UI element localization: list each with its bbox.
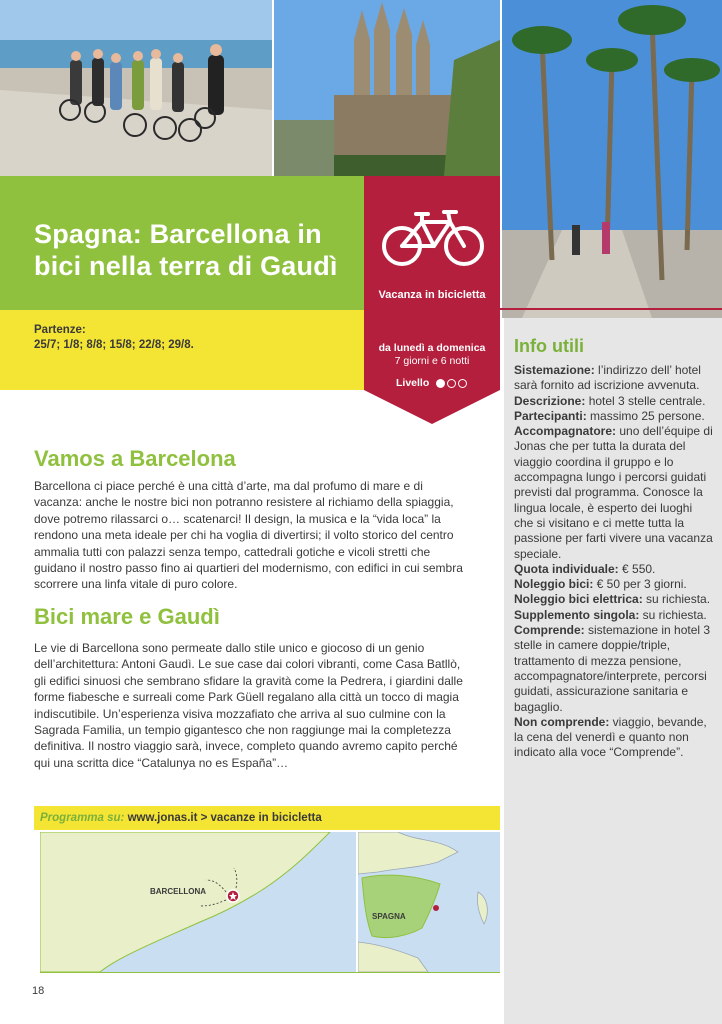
program-link[interactable]: www.jonas.it > vacanze in bicicletta xyxy=(127,812,322,824)
barcelona-dot-icon xyxy=(433,905,439,911)
photo-palm-avenue xyxy=(502,0,722,318)
level-dot-empty xyxy=(458,379,467,388)
info-item: Accompagnatore: uno dell’équipe di Jonas che per tutta la durata del viaggio coordina il gruppo e lo accompagna lungo i percorsi guidati previsti dal programma. Conosce la lingua locale, è esperto dei luoghi che si visitano e ci mette tutta la passione per farti vivere una vacanza speciale. xyxy=(514,424,713,561)
map-country-label: SPAGNA xyxy=(372,912,406,921)
divider xyxy=(500,308,722,310)
program-label: Programma su: xyxy=(40,812,125,824)
level-dot-filled xyxy=(436,379,445,388)
photo-sagrada-familia xyxy=(274,0,500,176)
info-item: Noleggio bici elettrica: su richiesta. xyxy=(514,592,711,607)
bicycle-icon xyxy=(378,206,488,270)
info-item: Sistemazione: l’indirizzo dell’ hotel sarà fornito ad iscrizione avvenuta. xyxy=(514,363,701,393)
section-body-bici: Le vie di Barcellona sono permeate dallo stile unico e giocoso di un genio dell’architettura: Antoni Gaudì. Le sue case dai colori vibranti, come Casa Batllò, gli edifici sinuosi che sembrano sfidare la gravità come la Pedrera, i giardini dalle forme fiabesche e surreali come Park Güell regalano alla città un tocco di magia indiscutibile. Un’esperienza visiva mozzafiato che arriva al suo culmine con la Sagrada Familia, un tempio gigantesco che non raggiunge mai la completezza definitiva. Il nostro viaggio sarà, invece, completo quando avremo capito perché qui una scritta dice “Catalunya no es España”… xyxy=(34,641,463,770)
level-label: Livello xyxy=(396,377,430,389)
program-text xyxy=(40,812,322,824)
info-list xyxy=(514,363,714,761)
trip-info-arrow xyxy=(364,310,500,424)
section-title-bici: Bici mare e Gaudì xyxy=(34,604,220,629)
map-barcelona xyxy=(40,832,356,972)
map-city-label: BARCELLONA xyxy=(150,887,206,896)
page-title: Spagna: Barcellona in bici nella terra di Gaudì xyxy=(34,219,338,281)
info-item: Noleggio bici: € 50 per 3 giorni. xyxy=(514,577,687,592)
info-title: Info utili xyxy=(514,336,584,356)
info-item: Comprende: sistemazione in hotel 3 stelle in camere doppie/triple, trattamento di mezza pensione, accompagnatore/interprete, percorsi guidati, assicurazione sanitaria e bagaglio. xyxy=(514,623,711,714)
trip-nights: 7 giorni e 6 notti xyxy=(394,355,470,367)
map-divider xyxy=(40,972,500,973)
info-item: Supplemento singola: su richiesta. xyxy=(514,607,707,622)
section-body-vamos: Barcellona ci piace perché è una città d’arte, ma dal profumo di mare e di vacanza: anche le nostre bici non potranno resistere al richiamo della spiaggia, dove potremo rilassarci o… scatenarci! Il design, la musica e la “vida loca” la rendono una meta ideale per chi ha voglia di divertirsi; il volto storico del centro ammalia tutti con palazzi senza tempo, cattedrali gotiche e vicoli stretti che guidano il nostro passo fino ai quartieri del modernismo, con edifici in cui sembra scorrere una linfa vitale di puro colore. xyxy=(34,479,463,592)
info-item: Descrizione: hotel 3 stelle centrale. xyxy=(514,393,706,408)
info-item: Partecipanti: massimo 25 persone. xyxy=(514,408,705,423)
map-spain xyxy=(358,832,500,972)
trip-days: da lunedì a domenica xyxy=(378,342,486,354)
category-label: Vacanza in bicicletta xyxy=(378,289,486,301)
section-title-vamos: Vamos a Barcelona xyxy=(34,446,236,471)
photo-cyclists-promenade xyxy=(0,0,272,176)
departures-dates: 25/7; 1/8; 8/8; 15/8; 22/8; 29/8. xyxy=(34,339,194,351)
departures-label: Partenze: xyxy=(34,324,86,336)
info-item: Non comprende: viaggio, bevande, la cena del venerdì e quanto non indicato alla voce “Comprende”. xyxy=(514,714,707,760)
page-number: 18 xyxy=(32,985,45,997)
level-dot-empty xyxy=(447,379,456,388)
info-item: Quota individuale: € 550. xyxy=(514,561,656,576)
